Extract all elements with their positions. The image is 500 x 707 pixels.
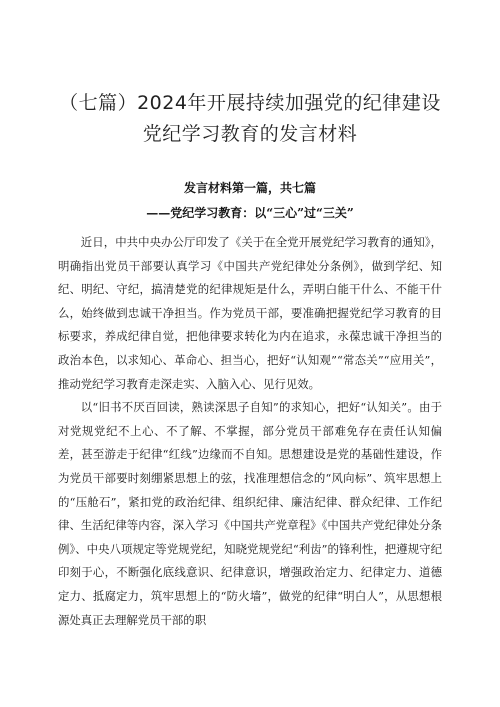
section-subhead: 发言材料第一篇，共七篇 bbox=[183, 181, 316, 195]
section-subtitle: ——党纪学习教育：以“三心”过“三关” bbox=[146, 206, 354, 220]
document-title bbox=[58, 88, 442, 150]
paragraph-2: 以“旧书不厌百回读，熟读深思子自知”的求知心，把好“认知关”。由于对党规党纪不上心、不了解、不掌握，部分党员干部难免存在责任认知偏差，甚至游走于纪律“红线”边缘而不自知。思想建设是党的基础性建设，作为党员干部要时刻绷紧思想上的弦，找准理想信念的“风向标”、筑牢思想上的“压舱石”，紧扣党的政治纪律、组织纪律、廉洁纪律、群众纪律、工作纪律、生活纪律等内容，深入学习《中国共产党章程》《中国共产党纪律处分条例》、中央八项规定等党规党纪，知晓党规党纪“利齿”的锋利性，把遵规守纪印刻于心，不断强化底线意识、纪律意识，增强政治定力、纪律定力、道德定力、抵腐定力，筑牢思想上的“防火墙”，做党的纪律“明白人”，从思想根源处真正去理解党员干部的职 bbox=[58, 400, 442, 627]
paragraph-1: 近日，中共中央办公厅印发了《关于在全党开展党纪学习教育的通知》，明确指出党员干部要认真学习《中国共产党纪律处分条例》，做到学纪、知纪、明纪、守纪，搞清楚党的纪律规矩是什么，弄明白能干什么、不能干什么，始终做到忠诚干净担当。作为党员干部，要准确把握党纪学习教育的目标要求，养成纪律自觉，把他律要求转化为内在追求，永葆忠诚干净担当的政治本色，以求知心、革命心、担当心，把好“认知观”“常态关”“应用关”，推动党纪学习教育走深走实、入脑入心、见行见效。 bbox=[58, 235, 442, 391]
title-line-1: （七篇）2024年开展持续加强党的纪律建设 bbox=[59, 92, 441, 114]
body-text bbox=[58, 231, 442, 632]
title-line-2: 党纪学习教育的发言材料 bbox=[142, 123, 358, 145]
